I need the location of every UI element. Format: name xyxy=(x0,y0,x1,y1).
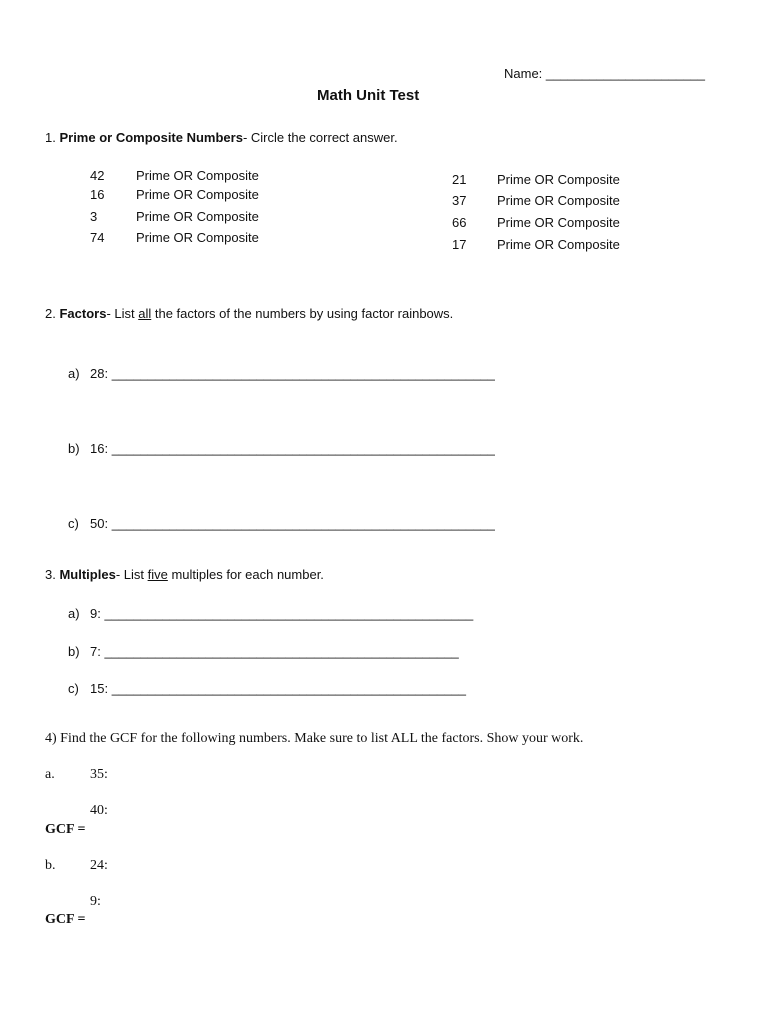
q1-right-choice[interactable]: Prime OR Composite xyxy=(497,215,620,230)
q3-instruction-pre: - List xyxy=(115,567,148,582)
q2-item-letter: c) xyxy=(68,516,79,531)
q1-left-number: 74 xyxy=(90,230,105,245)
q2-item-letter: b) xyxy=(68,441,80,456)
q1-left-number: 3 xyxy=(90,209,98,224)
q1-left-choice[interactable]: Prime OR Composite xyxy=(136,168,259,183)
q4b-letter: b. xyxy=(45,858,56,873)
q4a-second-number: 40: xyxy=(90,803,108,818)
q1-right-choice[interactable]: Prime OR Composite xyxy=(497,193,620,208)
q1-number: 1. xyxy=(45,130,60,145)
q1-right-number: 37 xyxy=(452,193,467,208)
q2-item-letter: a) xyxy=(68,366,80,381)
q3-item-letter: b) xyxy=(68,644,80,659)
q1-title: Prime or Composite Numbers xyxy=(59,130,243,145)
q1-left-choice[interactable]: Prime OR Composite xyxy=(136,209,259,224)
q1-instruction: - Circle the correct answer. xyxy=(242,130,398,145)
q3-title: Multiples xyxy=(59,567,116,582)
q3-item-label: 7: xyxy=(90,644,101,659)
q3-answer-line[interactable]: _________________________________________________ xyxy=(111,681,466,696)
q1-right-number: 17 xyxy=(452,237,467,252)
q3-item-letter: a) xyxy=(68,606,80,621)
q2-item-label: 28: xyxy=(90,366,109,381)
q2-item-label: 50: xyxy=(90,516,109,531)
q1-left-choice[interactable]: Prime OR Composite xyxy=(136,230,259,245)
q1-right-choice[interactable]: Prime OR Composite xyxy=(497,172,620,187)
q1-heading xyxy=(45,130,398,145)
q1-left-number: 16 xyxy=(90,187,105,202)
q2-instruction-post: the factors of the numbers by using factor rainbows. xyxy=(151,306,454,321)
q3-item-label: 9: xyxy=(90,606,101,621)
q2-number: 2. xyxy=(45,306,60,321)
q1-right-number: 66 xyxy=(452,215,467,230)
q4a-gcf-label: GCF = xyxy=(45,822,86,837)
q2-answer-line[interactable]: _____________________________________________________ xyxy=(111,366,495,381)
q3-instruction-post: multiples for each number. xyxy=(167,567,324,582)
q1-left-row xyxy=(90,209,259,224)
q1-right-row xyxy=(452,193,620,208)
q3-item xyxy=(68,606,473,621)
q2-answer-line[interactable]: _____________________________________________________ xyxy=(111,441,495,456)
q3-item-letter: c) xyxy=(68,681,79,696)
q1-right-number: 21 xyxy=(452,172,467,187)
q4b-first-number: 24: xyxy=(90,858,108,873)
q3-heading xyxy=(45,567,324,582)
q4b-gcf-label: GCF = xyxy=(45,912,86,927)
q1-left-row xyxy=(90,187,259,202)
q2-answer-line[interactable]: _____________________________________________________ xyxy=(111,516,495,531)
q4b-second-number: 9: xyxy=(90,894,101,909)
q3-emphasis: five xyxy=(147,567,168,582)
q4a-letter: a. xyxy=(45,767,55,782)
q1-left-choice[interactable]: Prime OR Composite xyxy=(136,187,259,202)
q2-item-label: 16: xyxy=(90,441,109,456)
q3-answer-line[interactable]: ___________________________________________________ xyxy=(104,606,474,621)
q2-heading xyxy=(45,306,453,321)
q2-title: Factors xyxy=(59,306,107,321)
q2-item xyxy=(68,441,495,456)
q1-right-choice[interactable]: Prime OR Composite xyxy=(497,237,620,252)
q1-right-row xyxy=(452,237,620,252)
q1-right-row xyxy=(452,215,620,230)
q2-instruction-pre: - List xyxy=(106,306,139,321)
name-field[interactable] xyxy=(504,66,705,81)
q4-prompt: 4) Find the GCF for the following numbers. Make sure to list ALL the factors. Show your work. xyxy=(45,731,584,746)
name-label: Name: xyxy=(504,66,546,81)
q2-item xyxy=(68,516,495,531)
q3-item xyxy=(68,644,459,659)
q2-item xyxy=(68,366,495,381)
q3-item xyxy=(68,681,466,696)
q3-answer-line[interactable]: _________________________________________________ xyxy=(104,644,459,659)
q1-left-row xyxy=(90,168,259,183)
page-title: Math Unit Test xyxy=(317,87,420,104)
q4a-first-number: 35: xyxy=(90,767,108,782)
q1-right-row xyxy=(452,172,620,187)
q3-item-label: 15: xyxy=(90,681,109,696)
q1-left-row xyxy=(90,230,259,245)
name-line[interactable]: ______________________ xyxy=(545,66,705,81)
q1-left-number: 42 xyxy=(90,168,105,183)
q3-number: 3. xyxy=(45,567,60,582)
q2-emphasis: all xyxy=(138,306,152,321)
